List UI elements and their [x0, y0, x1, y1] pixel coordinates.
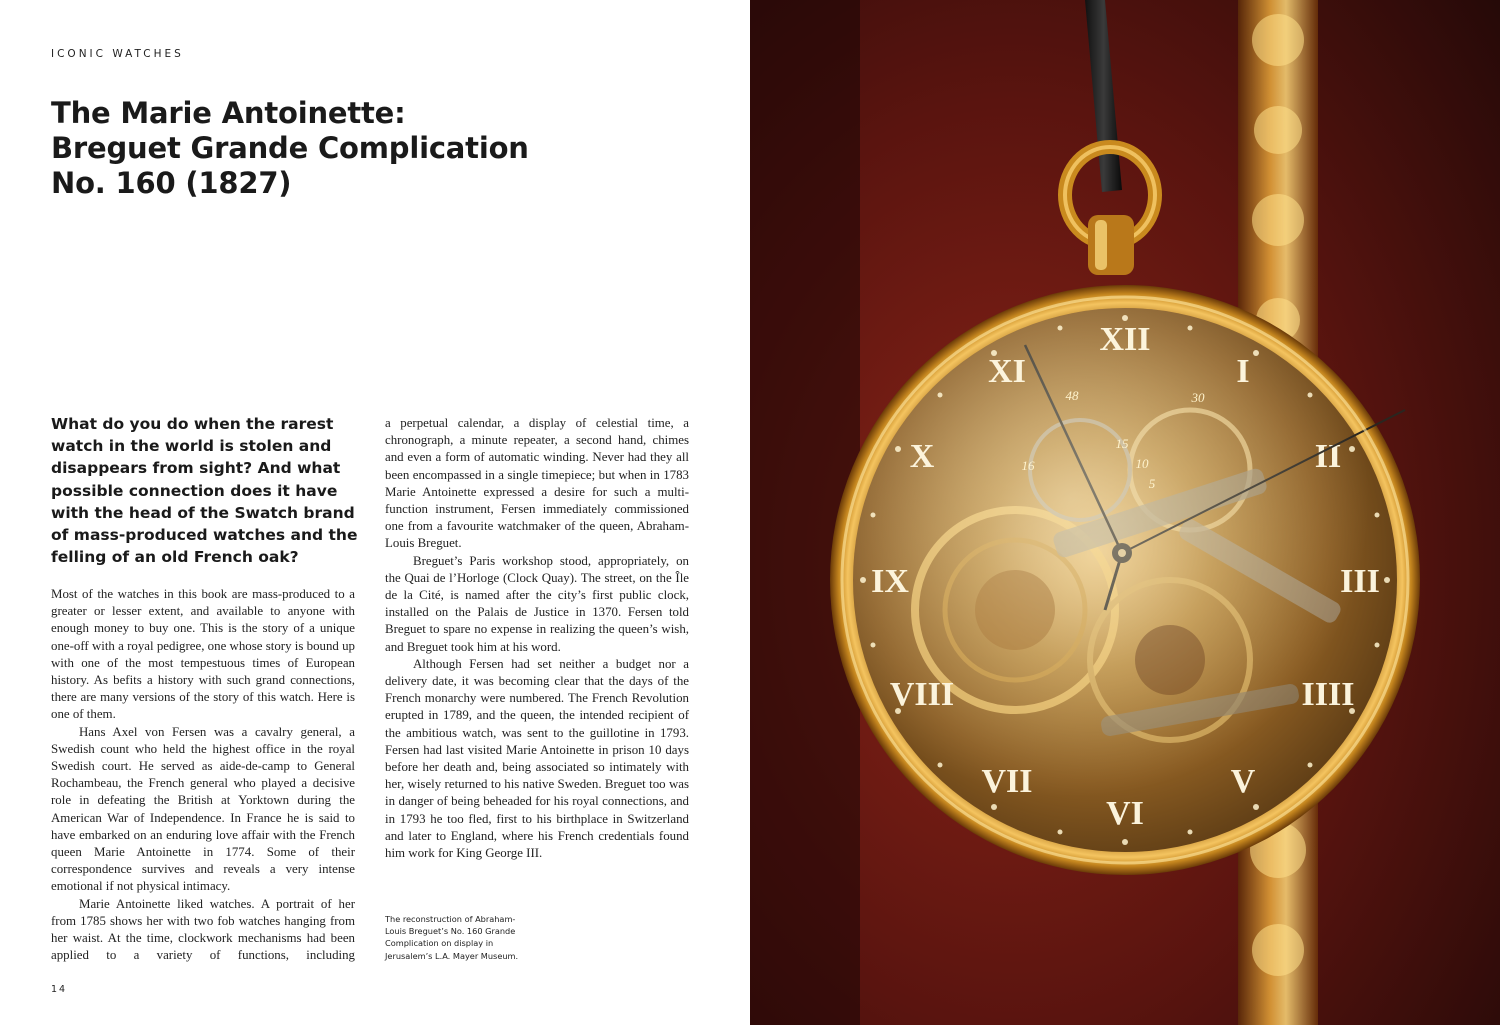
body-paragraph: Breguet’s Paris workshop stood, appropriately, on the Quai de l’Horloge (Clock Quay). The street, on the Île de la Cité, is named after the city’s first public clock, installed on the Palais de Justice in 1370. Fersen told Breguet to spare no expense in realizing the queen’s wish, and Breguet took him at his word.: [385, 553, 689, 654]
lede-paragraph: [51, 413, 361, 568]
lede-line: felling of an old French oak?: [51, 548, 299, 567]
title-line: The Marie Antoinette:: [51, 96, 406, 130]
caption-line: Jerusalem’s L.A. Mayer Museum.: [385, 950, 519, 961]
body-paragraph: Most of the watches in this book are mass-produced to a greater or lesser extent, and available to anyone with enough money to buy one. This is the story of a unique one-off with a royal pedigree, one whose story is bound up with one of the most tempestuous times of European history. As befits a history with such grand connections, there are many versions of the story of this watch. Here is one of them.: [51, 587, 355, 722]
running-head: ICONIC WATCHES: [51, 48, 184, 60]
page-number: 14: [51, 984, 68, 995]
body-paragraph: Although Fersen had set neither a budget nor a delivery date, it was becoming clear that the days of the French monarchy were numbered. The French Revolution erupted in 1789, and the queen, the intended recipient of the ambitious watch, was sent to the guillotine in 1793. Fersen had last visited Marie Antoinette in prison 10 days before her death and, being associated so intimately with her, wisely returned to his native Sweden. Breguet too was in danger of being beheaded for his royal connections, and in 1793 he too fled, first to his birthplace in Switzerland and later to England, where his French credentials found him work for King George III.: [385, 656, 689, 861]
title-line: No. 160 (1827): [51, 166, 292, 200]
body-paragraph: Hans Axel von Fersen was a cavalry general, a Swedish count who held the highest office in the royal Swedish court. He served as aide-de-camp to General Rochambeau, the French general who played a decisive role in defeating the British at Yorktown during the American War of Independence. In France he is said to have embarked on an enduring love affair with the French queen Marie Antoinette in 1774. Some of their correspondence survives and reveals a very intense emotional if not physical intimacy.: [51, 724, 355, 894]
article-title: [51, 96, 571, 201]
body-column-1: [51, 586, 355, 964]
lede-line: watch in the world is stolen and: [51, 437, 332, 456]
lede-line: disappears from sight? And what: [51, 459, 341, 478]
body-paragraph: a perpetual calendar, a display of celestial time, a chronograph, a minute repeater, a second hand, chimes and even a form of automatic winding. Never had they all been encompassed in a single timepiece; but when in 1783 Marie Antoinette expressed a desire for such a multi-function instrument, Fersen immediately commissioned one from a favourite watchmaker of the queen, Abraham-Louis Breguet.: [385, 416, 689, 551]
lede-line: What do you do when the rarest: [51, 415, 334, 433]
caption-line: Louis Breguet’s No. 160 Grande: [385, 926, 516, 937]
lede-line: possible connection does it have: [51, 481, 338, 500]
caption-line: The reconstruction of Abraham-: [385, 914, 516, 924]
watch-crown: [1088, 215, 1134, 275]
lede-line: with the head of the Swatch brand: [51, 503, 355, 522]
photo-caption: [385, 913, 535, 962]
caption-line: Complication on display in: [385, 938, 494, 949]
lede-line: of mass-produced watches and the: [51, 526, 358, 545]
glass-reflection: [853, 308, 1397, 852]
title-line: Breguet Grande Complication: [51, 131, 529, 165]
body-column-2: [385, 415, 689, 862]
watch-illustration: [750, 0, 1500, 1025]
body-paragraph: Marie Antoinette liked watches. A portrait of her from 1785 shows her with two fob watches hanging from her waist. At the time, clockwork mechanisms had been applied to a variety of functions, including: [51, 896, 355, 963]
watch-photo: [750, 0, 1500, 1025]
